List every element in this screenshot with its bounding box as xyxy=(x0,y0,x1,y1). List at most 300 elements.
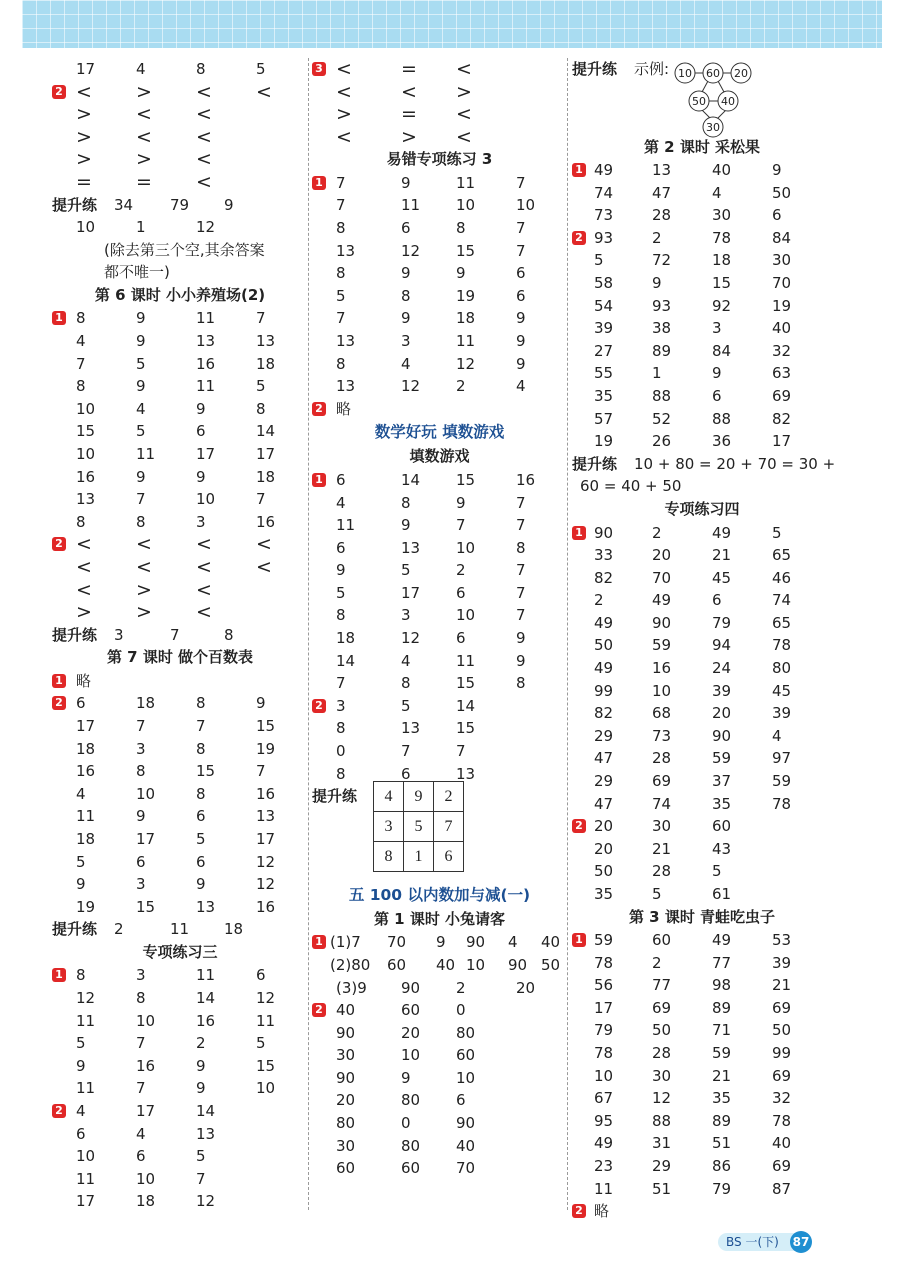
answer-value: 79 xyxy=(712,613,732,632)
magic-square-cell: 7 xyxy=(434,812,464,842)
answer-value: 4 xyxy=(76,1102,86,1121)
answer-value: 74 xyxy=(652,794,672,813)
answer-value: > xyxy=(76,601,92,624)
tree-node-label: 10 xyxy=(678,67,692,80)
answer-value: 72 xyxy=(652,251,672,270)
answer-value: 19 xyxy=(772,296,792,315)
answer-row xyxy=(572,1065,832,1088)
answer-value: 49 xyxy=(594,161,614,180)
answer-value: 57 xyxy=(594,409,614,428)
answer-row xyxy=(312,58,567,81)
answer-value: 14 xyxy=(196,1102,216,1121)
answer-value: > xyxy=(136,601,152,624)
question-number-badge: 2 xyxy=(572,231,586,245)
answer-row xyxy=(52,330,308,353)
answer-value: 78 xyxy=(594,953,614,972)
page-number: 87 xyxy=(790,1231,812,1253)
answer-value: 7 xyxy=(196,717,206,736)
answer-value: 8 xyxy=(336,719,346,738)
answer-value: 9 xyxy=(136,332,146,351)
answer-value: 19 xyxy=(256,739,276,758)
answer-row xyxy=(312,627,567,650)
answer-value: 10 xyxy=(516,196,536,215)
answer-row xyxy=(572,430,832,453)
answer-value: 6 xyxy=(401,764,411,783)
answer-value: 11 xyxy=(256,1011,276,1030)
answer-row xyxy=(312,582,567,605)
answer-value: 39 xyxy=(772,953,792,972)
answer-row xyxy=(52,488,308,511)
answer-value: 90 xyxy=(712,726,732,745)
answer-value: 90 xyxy=(466,933,486,952)
answer-value: 50 xyxy=(652,1021,672,1040)
tree-node-label: 60 xyxy=(706,67,720,80)
answer-value: < xyxy=(196,533,212,556)
answer-value: < xyxy=(136,103,152,126)
answer-value: 8 xyxy=(516,538,526,557)
answer-value: 11 xyxy=(456,173,476,192)
answer-value: > xyxy=(136,148,152,171)
answer-value: 16 xyxy=(196,354,216,373)
answer-value: 73 xyxy=(652,726,672,745)
section-title: 专项练习四 xyxy=(664,500,740,518)
answer-value: 4 xyxy=(516,377,526,396)
answer-value: 14 xyxy=(336,651,356,670)
answer-row xyxy=(52,918,308,941)
answer-value: 20 xyxy=(516,978,536,997)
answer-row xyxy=(52,307,308,330)
question-number-badge: 2 xyxy=(52,1104,66,1118)
answer-value: 12 xyxy=(256,875,276,894)
answer-value: < xyxy=(196,170,212,193)
answer-value: 65 xyxy=(772,546,792,565)
answer-value: 30 xyxy=(336,1046,356,1065)
answer-value: 11 xyxy=(76,1169,96,1188)
answer-value: 70 xyxy=(772,274,792,293)
answer-row xyxy=(52,533,308,556)
answer-value: 9 xyxy=(516,354,526,373)
answer-value: 6 xyxy=(456,1091,466,1110)
answer-value: 11 xyxy=(136,445,156,463)
section-title: 第 7 课时 做个百数表 xyxy=(106,648,254,667)
answer-row xyxy=(52,556,308,579)
answer-value: 9 xyxy=(516,651,526,670)
answer-row xyxy=(52,126,308,149)
tree-node-label: 50 xyxy=(692,95,706,108)
answer-value: 9 xyxy=(336,561,346,580)
answer-value: 50 xyxy=(772,183,792,202)
answer-value: 6 xyxy=(772,206,782,225)
answer-value: 13 xyxy=(401,538,421,557)
answer-row xyxy=(312,375,567,398)
answer-value: 60 xyxy=(401,1001,421,1020)
answer-value: 59 xyxy=(712,1044,732,1063)
answer-value: < xyxy=(456,125,472,148)
answer-value: 99 xyxy=(772,1044,792,1063)
magic-square-cell: 1 xyxy=(404,842,434,872)
answer-value: 88 xyxy=(652,1111,672,1130)
answer-value: > xyxy=(136,578,152,601)
answer-row xyxy=(572,362,832,385)
answer-value: 6 xyxy=(136,1147,146,1166)
answer-value: 5 xyxy=(712,862,722,881)
answer-row xyxy=(52,216,308,239)
answer-value: 3 xyxy=(136,875,146,894)
answer-value: < xyxy=(256,533,272,556)
answer-value: 86 xyxy=(712,1157,732,1176)
answer-value: 11 xyxy=(336,516,356,535)
answer-value: 8 xyxy=(401,674,411,693)
answer-row xyxy=(52,239,308,262)
answer-value: 38 xyxy=(652,319,672,338)
answer-value: 9 xyxy=(401,173,411,192)
answer-value: 9 xyxy=(256,694,266,713)
answer-row xyxy=(312,1135,567,1158)
answer-value: < xyxy=(336,80,352,103)
answer-value: 21 xyxy=(712,546,732,565)
answer-value: 35 xyxy=(712,1089,732,1108)
answer-value: 6 xyxy=(196,422,206,441)
answer-value: = xyxy=(401,58,417,80)
answer-value: 7 xyxy=(516,241,526,260)
magic-square-cell: 8 xyxy=(374,842,404,872)
answer-value: 8 xyxy=(224,625,234,644)
answer-row xyxy=(572,408,832,431)
answer-row xyxy=(52,1077,308,1100)
answer-value: 78 xyxy=(772,636,792,655)
answer-value: 94 xyxy=(712,636,732,655)
answer-value: 10 xyxy=(401,1046,421,1065)
answer-row xyxy=(312,126,567,149)
answer-value: < xyxy=(256,555,272,578)
answer-row xyxy=(572,929,832,952)
answer-value: < xyxy=(456,58,472,80)
answer-value: 23 xyxy=(594,1157,614,1176)
answer-value: (2)80 xyxy=(330,955,371,974)
answer-value: 12 xyxy=(76,989,96,1008)
answer-column-1 xyxy=(52,58,308,1213)
unit-title: 五 100 以内数加与减(一) xyxy=(348,885,531,904)
answer-value: < xyxy=(196,103,212,126)
answer-row xyxy=(52,760,308,783)
answer-value: < xyxy=(196,80,212,103)
answer-value: 6 xyxy=(196,807,206,826)
answer-value: 8 xyxy=(136,762,146,781)
answer-row xyxy=(312,353,567,376)
answer-value: < xyxy=(196,125,212,148)
answer-value: 11 xyxy=(401,196,421,215)
answer-value: 6 xyxy=(136,852,146,871)
answer-value: 79 xyxy=(712,1179,732,1198)
answer-value: 15 xyxy=(76,422,96,441)
answer-value: 9 xyxy=(196,1056,206,1075)
answer-value: 6 xyxy=(196,852,206,871)
answer-value: 50 xyxy=(541,955,561,974)
answer-value: 55 xyxy=(594,364,614,383)
answer-value: > xyxy=(76,103,92,126)
answer-value: 9 xyxy=(76,1056,86,1075)
answer-value: 35 xyxy=(712,794,732,813)
answer-value: 49 xyxy=(594,613,614,632)
answer-value: 79 xyxy=(170,195,190,214)
answer-row xyxy=(312,492,567,515)
answer-value: 50 xyxy=(594,862,614,881)
answer-value: 79 xyxy=(594,1021,614,1040)
question-number-badge: 2 xyxy=(52,537,66,551)
answer-row xyxy=(312,999,567,1022)
answer-value: 10 + 80 = 20 + 70 = 30 + xyxy=(634,454,836,473)
answer-value: 9 xyxy=(401,1068,411,1087)
answer-value: 16 xyxy=(516,470,536,489)
answer-value: 50 xyxy=(772,1021,792,1040)
magic-square-cell: 4 xyxy=(374,782,404,812)
answer-value: 20 xyxy=(401,1023,421,1042)
section-title: 填数游戏 xyxy=(409,447,470,466)
answer-value: 13 xyxy=(256,807,276,826)
answer-value: 24 xyxy=(712,659,732,678)
answer-row xyxy=(312,931,567,954)
answer-value: 12 xyxy=(256,852,276,871)
answer-value: 39 xyxy=(712,681,732,700)
answer-value: 51 xyxy=(712,1134,732,1153)
answer-value: 29 xyxy=(594,726,614,745)
answer-value: 30 xyxy=(652,1066,672,1085)
answer-value: 45 xyxy=(712,568,732,587)
answer-value: 10 xyxy=(456,538,476,557)
answer-row xyxy=(52,1123,308,1146)
answer-value: 8 xyxy=(256,399,266,418)
answer-row xyxy=(572,838,832,861)
answer-value: 7 xyxy=(336,309,346,328)
answer-value: 84 xyxy=(712,341,732,360)
answer-row xyxy=(312,1089,567,1112)
answer-value: 10 xyxy=(76,445,96,463)
answer-row xyxy=(312,695,567,718)
answer-value: 10 xyxy=(466,955,486,974)
answer-value: < xyxy=(196,555,212,578)
answer-value: 89 xyxy=(712,1111,732,1130)
answer-value: 3 xyxy=(336,696,346,715)
answer-value: 13 xyxy=(196,1124,216,1143)
answer-row xyxy=(572,475,832,498)
answer-value: 17 xyxy=(256,830,276,848)
header-grid-band xyxy=(22,0,882,48)
answer-value: 28 xyxy=(652,749,672,768)
answer-value: 80 xyxy=(401,1136,421,1155)
answer-value: (3)9 xyxy=(336,978,367,997)
answer-value: 40 xyxy=(541,933,561,952)
answer-value: > xyxy=(401,125,417,148)
answer-value: < xyxy=(456,103,472,126)
answer-value: 54 xyxy=(594,296,614,315)
answer-value: = xyxy=(401,103,417,126)
answer-row xyxy=(312,1044,567,1067)
answer-value: 7 xyxy=(516,583,526,602)
answer-value: 15 xyxy=(136,897,156,916)
extension-practice-label: 提升练 xyxy=(312,787,358,806)
answer-row xyxy=(312,330,567,353)
answer-row xyxy=(572,997,832,1020)
answer-value: 9 xyxy=(136,377,146,396)
answer-value: 2 xyxy=(594,591,604,610)
answer-value: 15 xyxy=(256,717,276,736)
answer-value: 8 xyxy=(336,354,346,373)
answer-value: 2 xyxy=(196,1034,206,1053)
answer-value: 10 xyxy=(456,606,476,625)
answer-row xyxy=(52,896,308,919)
section-title: 第 3 课时 青蛙吃虫子 xyxy=(628,907,776,926)
answer-value: 8 xyxy=(336,606,346,625)
answer-value: 90 xyxy=(336,1068,356,1087)
answer-row xyxy=(52,783,308,806)
answer-value: 11 xyxy=(456,332,476,351)
answer-value: 84 xyxy=(772,228,792,247)
answer-value: 78 xyxy=(772,1111,792,1130)
answer-value: 12 xyxy=(401,377,421,396)
answer-value: 7 xyxy=(336,173,346,192)
answer-value: 82 xyxy=(772,409,792,428)
answer-value: 4 xyxy=(712,183,722,202)
answer-value: 82 xyxy=(594,704,614,723)
answer-value: 80 xyxy=(772,659,792,678)
answer-value: 7 xyxy=(256,762,266,781)
answer-value: 3 xyxy=(136,739,146,758)
answer-value: 13 xyxy=(456,764,476,783)
answer-value: 6 xyxy=(712,387,722,406)
answer-value: 1 xyxy=(652,364,662,383)
answer-value: 7 xyxy=(516,219,526,238)
answer-value: 16 xyxy=(76,762,96,781)
answer-value: 69 xyxy=(652,998,672,1017)
answer-value: 9 xyxy=(652,274,662,293)
question-number-badge: 1 xyxy=(52,311,66,325)
answer-row xyxy=(572,453,836,476)
answer-value: 80 xyxy=(336,1114,356,1133)
answer-value: 17 xyxy=(772,432,792,451)
answer-value: 59 xyxy=(594,931,614,950)
answer-row xyxy=(312,217,567,240)
answer-value: 5 xyxy=(256,1034,266,1053)
column-divider xyxy=(308,58,309,1210)
answer-value: 11 xyxy=(456,651,476,670)
answer-row xyxy=(312,398,567,421)
answer-value: 8 xyxy=(196,784,206,803)
tree-node-label: 30 xyxy=(706,121,720,134)
answer-value: 5 xyxy=(401,696,411,715)
answer-value: 5 xyxy=(136,422,146,441)
answer-row xyxy=(572,204,832,227)
answer-value: 59 xyxy=(712,749,732,768)
answer-value: < xyxy=(76,533,92,556)
answer-value: 5 xyxy=(76,1034,86,1053)
number-triangle-diagram xyxy=(670,60,790,138)
answer-row xyxy=(312,469,567,492)
answer-value: 37 xyxy=(712,772,732,791)
answer-value: 6 xyxy=(336,470,346,489)
answer-value: 30 xyxy=(652,817,672,836)
answer-value: < xyxy=(136,555,152,578)
answer-value: 15 xyxy=(712,274,732,293)
answer-value: 12 xyxy=(652,1089,672,1108)
answer-value: 29 xyxy=(594,772,614,791)
answer-value: 10 xyxy=(136,1011,156,1030)
answer-value: < xyxy=(136,125,152,148)
answer-value: 13 xyxy=(336,377,356,396)
answer-value: < xyxy=(76,80,92,103)
extension-practice-label: 提升练 xyxy=(52,625,98,644)
answer-value: 5 xyxy=(196,830,206,848)
answer-value: 6 xyxy=(76,694,86,713)
answer-value: 73 xyxy=(594,206,614,225)
tree-node-label: 20 xyxy=(734,67,748,80)
section-title: 第 1 课时 小兔请客 xyxy=(373,909,506,928)
answer-value: 49 xyxy=(594,1134,614,1153)
answer-row xyxy=(52,148,308,171)
magic-square-cell: 2 xyxy=(434,782,464,812)
answer-value: 80 xyxy=(401,1091,421,1110)
answer-value: 10 xyxy=(136,784,156,803)
answer-row xyxy=(52,58,308,81)
answer-row xyxy=(572,815,832,838)
answer-value: 17 xyxy=(401,583,421,602)
answer-value: 95 xyxy=(594,1111,614,1130)
answer-row xyxy=(572,567,832,590)
answer-value: 8 xyxy=(336,764,346,783)
answer-row xyxy=(52,987,308,1010)
answer-row xyxy=(312,262,567,285)
answer-value: 18 xyxy=(336,629,356,648)
answer-row xyxy=(572,725,832,748)
answer-value: 32 xyxy=(772,341,792,360)
answer-value: 53 xyxy=(772,931,792,950)
answer-value: 18 xyxy=(712,251,732,270)
answer-value: 69 xyxy=(772,387,792,406)
answer-value: 17 xyxy=(594,998,614,1017)
answer-value: 52 xyxy=(652,409,672,428)
answer-value: 11 xyxy=(196,377,216,396)
answer-row xyxy=(572,860,832,883)
answer-row xyxy=(572,1200,832,1223)
answer-value: 9 xyxy=(136,467,146,486)
answer-value: 3 xyxy=(136,966,146,985)
answer-value: 7 xyxy=(516,173,526,192)
answer-value: < xyxy=(336,58,352,80)
answer-value: 示例: xyxy=(634,60,670,78)
answer-value: 74 xyxy=(594,183,614,202)
question-number-badge: 1 xyxy=(572,933,586,947)
answer-row xyxy=(52,670,308,693)
answer-value: 11 xyxy=(76,1011,96,1030)
answer-row xyxy=(572,522,832,545)
answer-value: 7 xyxy=(456,742,466,761)
answer-value: 35 xyxy=(594,387,614,406)
answer-value: 16 xyxy=(256,512,276,531)
answer-value: < xyxy=(196,148,212,171)
answer-value: 7 xyxy=(136,490,146,509)
extension-practice-label: 提升练 xyxy=(52,920,98,939)
answer-row xyxy=(572,1042,832,1065)
answer-value: 12 xyxy=(401,629,421,648)
answer-row xyxy=(572,974,832,997)
answer-value: 4 xyxy=(508,933,518,952)
answer-value: > xyxy=(136,80,152,103)
answer-value: 8 xyxy=(401,286,411,305)
extension-practice-label: 提升练 xyxy=(52,195,98,214)
answer-value: 13 xyxy=(336,332,356,351)
answer-value: 40 xyxy=(772,319,792,338)
answer-row xyxy=(52,103,308,126)
answer-value: 7 xyxy=(516,516,526,535)
